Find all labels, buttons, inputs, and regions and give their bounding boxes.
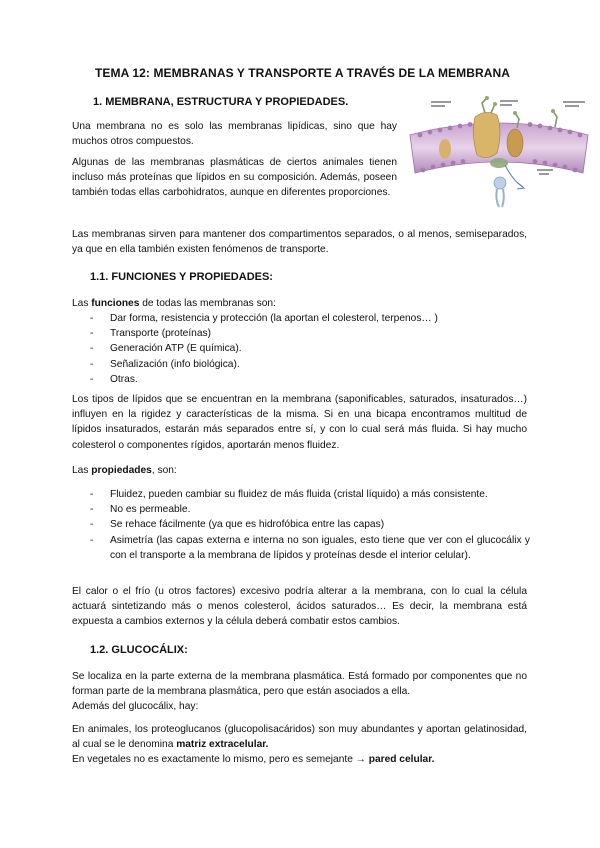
- list-item: - Transporte (proteínas): [90, 326, 530, 341]
- lipids-paragraph: Los tipos de lípidos que se encuentran en la membrana (saponificables, saturados, insaturados…) influyen en la rigidez y características de la misma. Si en una bicapa encontramos multitud de lípidos insaturados, estarán más separados entre sí, y con lo cual será más fluida. Si hay mucho colesterol o componentes rígidos, aportarán menos fluidez.: [72, 394, 527, 451]
- matrix-keyword: matriz extracelular.: [176, 739, 269, 751]
- list-item: - Asimetría (las capas externa e interna no son iguales, esto tiene que ver con el glucocálix y con el transporte a la membrana de lípidos y proteínas desde el interior celular).: [90, 533, 530, 563]
- list-item: - Fluidez, pueden cambiar su fluidez de más fluida (cristal líquido) a más consistente.: [90, 487, 530, 502]
- list-item: - Se rehace fácilmente (ya que es hidrofóbica entre las capas): [90, 517, 530, 532]
- glucocalix-also-paragraph: Además del glucocálix, hay:: [72, 701, 199, 712]
- cell-membrane-illustration: [405, 95, 593, 210]
- compartments-paragraph: Las membranas sirven para mantener dos compartimentos separados, o al menos, semiseparados, ya que en ella también existen fenómenos de transporte.: [72, 229, 527, 256]
- intro-paragraph: Una membrana no es solo las membranas lipídicas, sino que hay muchos otros compuestos.: [72, 121, 397, 148]
- list-item: - Otras.: [90, 372, 530, 387]
- temperature-paragraph: El calor o el frío (u otros factores) excesivo podría alterar a la membrana, con lo cual la célula actuará sintetizando más o menos colesterol, ácidos saturados… Es decir, la membrana está expuesta a cambios externos y la célula deberá combatir estos cambios.: [72, 586, 527, 628]
- funciones-intro: Las funciones de todas las membranas son:: [72, 298, 276, 309]
- list-item: - No es permeable.: [90, 502, 530, 517]
- propiedades-keyword: propiedades: [91, 465, 152, 476]
- section-1-heading: 1. MEMBRANA, ESTRUCTURA Y PROPIEDADES.: [93, 96, 349, 108]
- cell-wall-keyword: pared celular.: [368, 754, 435, 765]
- glucocalix-paragraph: Se localiza en la parte externa de la membrana plasmática. Está formado por componentes que no forman parte de la membrana plasmática, pero que están asociados a ella.: [72, 671, 527, 698]
- list-item: - Señalización (info biológica).: [90, 357, 530, 372]
- list-item: - Generación ATP (E química).: [90, 341, 530, 356]
- propiedades-list: [90, 487, 530, 563]
- section-1-1-heading: 1.1. FUNCIONES Y PROPIEDADES:: [90, 271, 273, 283]
- funciones-list: [90, 311, 530, 387]
- plants-paragraph: En vegetales no es exactamente lo mismo, pero es semejante → pared celular.: [72, 754, 435, 765]
- section-1-2-heading: 1.2. GLUCOCÁLIX:: [90, 644, 188, 656]
- document-title: TEMA 12: MEMBRANAS Y TRANSPORTE A TRAVÉS DE LA MEMBRANA: [95, 66, 511, 80]
- composition-paragraph: Algunas de las membranas plasmáticas de ciertos animales tienen incluso más proteínas que lípidos en su composición. Además, poseen también todas ellas carbohidratos, aunque en diferentes proporciones.: [72, 157, 397, 199]
- animals-paragraph: En animales, los proteoglucanos (glucopolisacáridos) son muy abundantes y aportan gelatinosidad, al cual se le denomina matriz extracelular.: [72, 724, 527, 751]
- funciones-keyword: funciones: [91, 298, 140, 309]
- propiedades-intro: Las propiedades, son:: [72, 465, 177, 476]
- list-item: - Dar forma, resistencia y protección (la aportan el colesterol, terpenos… ): [90, 311, 530, 326]
